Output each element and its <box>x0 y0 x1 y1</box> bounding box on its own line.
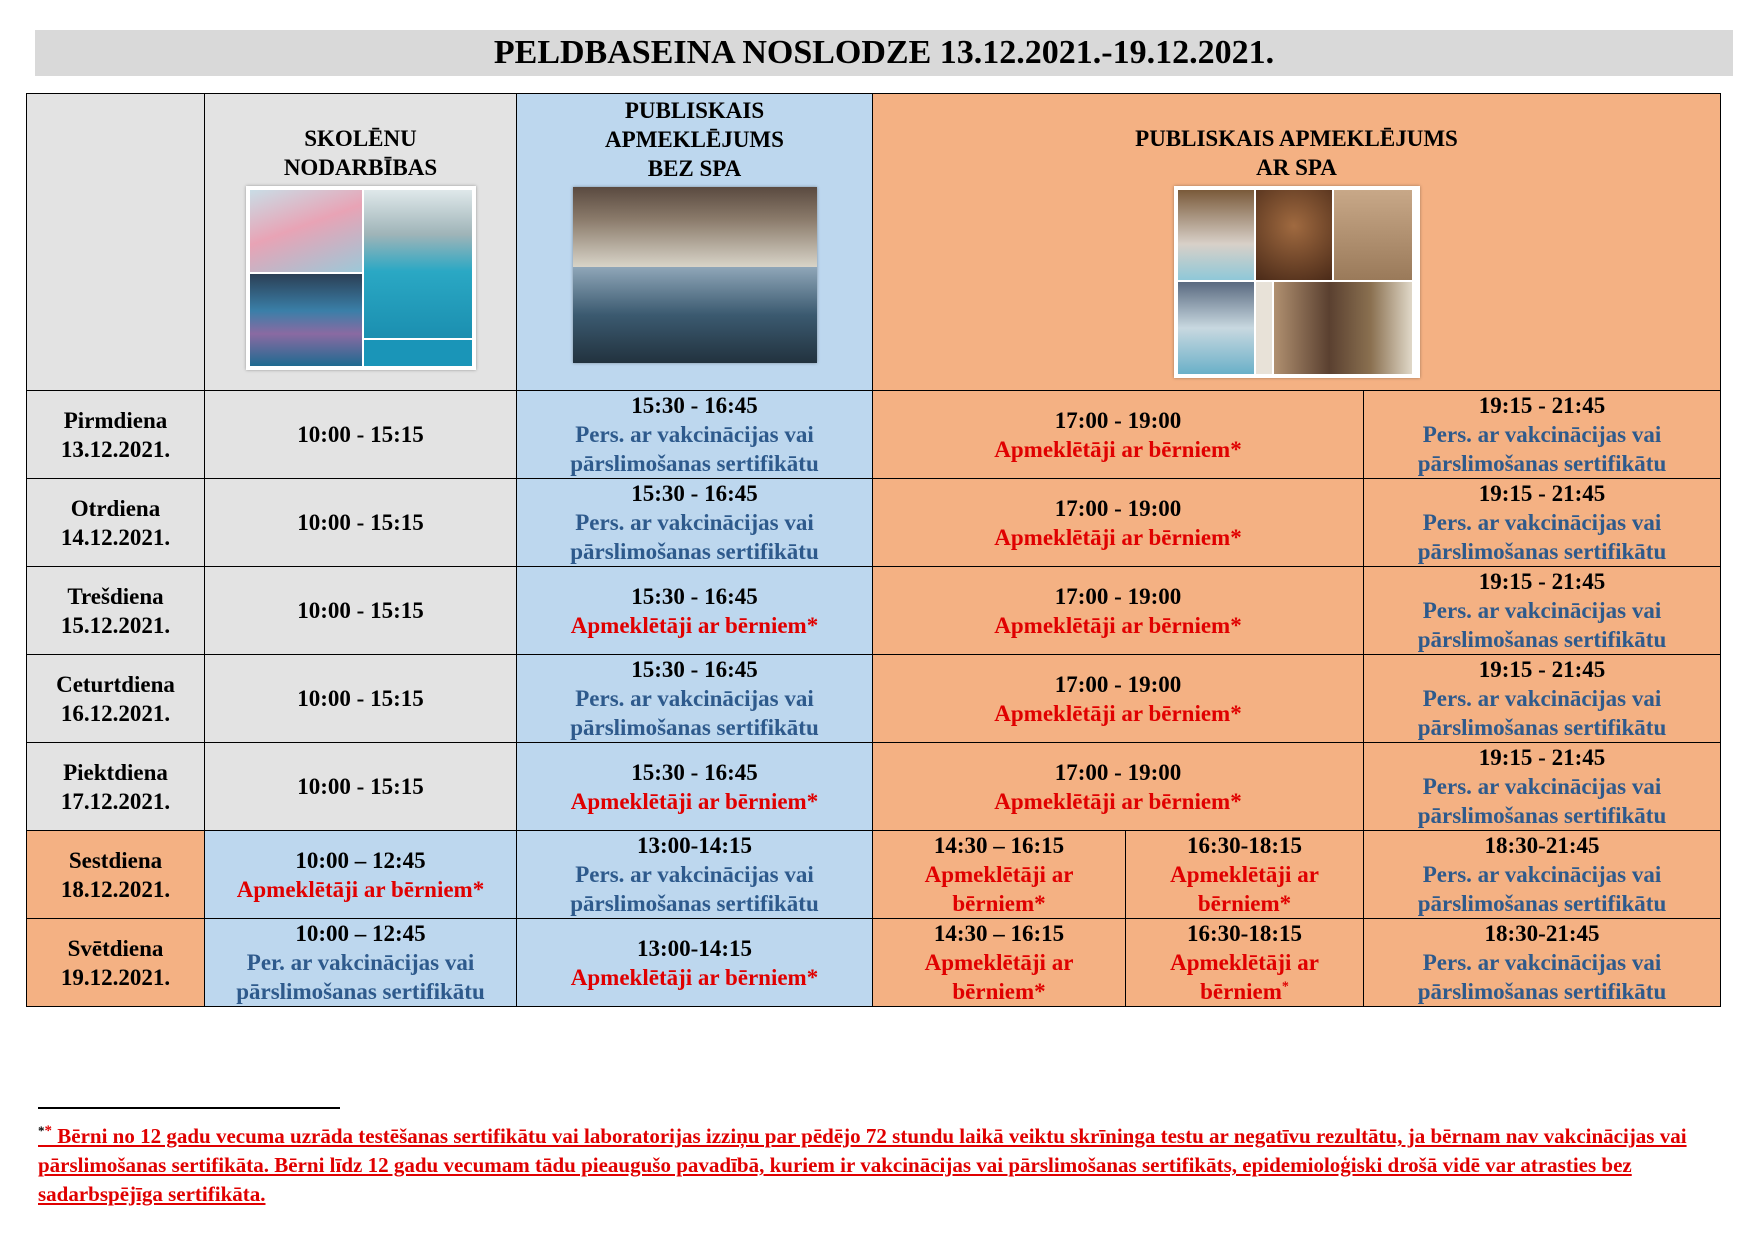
header-public-no-spa <box>517 94 873 391</box>
day-cell: Piektdiena 17.12.2021. <box>27 743 205 831</box>
header-corner <box>27 94 205 391</box>
footnote <box>38 1122 1698 1209</box>
spa-cert-cell: 19:15 - 21:45 Pers. ar vakcinācijas vai pārslimošanas sertifikātu <box>1364 567 1721 655</box>
public-cell: 15:30 - 16:45 Pers. ar vakcinācijas vai pārslimošanas sertifikātu <box>517 655 873 743</box>
public-cell: 15:30 - 16:45 Apmeklētāji ar bērniem* <box>517 743 873 831</box>
schedule-table <box>26 93 1721 1007</box>
spa-cert-cell: 19:15 - 21:45 Pers. ar vakcinācijas vai pārslimošanas sertifikātu <box>1364 391 1721 479</box>
spa-kids-cell-b: 16:30-18:15 Apmeklētāji ar bērniem* <box>1126 919 1364 1007</box>
header-public-spa <box>873 94 1721 391</box>
spa-kids-cell: 17:00 - 19:00 Apmeklētāji ar bērniem* <box>873 479 1364 567</box>
spa-kids-cell-b: 16:30-18:15 Apmeklētāji ar bērniem* <box>1126 831 1364 919</box>
spa-photo <box>1174 186 1420 378</box>
table-row <box>27 831 1721 919</box>
pool-photo <box>573 187 817 363</box>
table-row <box>27 655 1721 743</box>
table-row <box>27 567 1721 655</box>
day-cell: Ceturtdiena 16.12.2021. <box>27 655 205 743</box>
school-cell: 10:00 - 15:15 <box>205 743 517 831</box>
spa-cert-cell: 19:15 - 21:45 Pers. ar vakcinācijas vai pārslimošanas sertifikātu <box>1364 479 1721 567</box>
spa-kids-cell: 17:00 - 19:00 Apmeklētāji ar bērniem* <box>873 655 1364 743</box>
footnote-mark-red: * <box>44 1123 52 1139</box>
school-cell: 10:00 - 15:15 <box>205 479 517 567</box>
day-cell: Trešdiena 15.12.2021. <box>27 567 205 655</box>
asterisk-mark: * <box>1281 979 1289 995</box>
spa-kids-cell: 17:00 - 19:00 Apmeklētāji ar bērniem* <box>873 743 1364 831</box>
school-cell: 10:00 - 15:15 <box>205 655 517 743</box>
header-spa-line1: PUBLISKAIS APMEKLĒJUMS <box>1135 126 1458 151</box>
footnote-mark: * <box>38 1123 45 1138</box>
public-cell: 15:30 - 16:45 Pers. ar vakcinācijas vai pārslimošanas sertifikātu <box>517 479 873 567</box>
spa-cert-cell: 19:15 - 21:45 Pers. ar vakcinācijas vai pārslimošanas sertifikātu <box>1364 655 1721 743</box>
public-cell: 15:30 - 16:45 Pers. ar vakcinācijas vai pārslimošanas sertifikātu <box>517 391 873 479</box>
spa-cert-cell: 18:30-21:45 Pers. ar vakcinācijas vai pārslimošanas sertifikātu <box>1364 831 1721 919</box>
header-school <box>205 94 517 391</box>
footnote-text: Bērni no 12 gadu vecuma uzrāda testēšanas sertifikātu vai laboratorijas izziņu par pēdējo 72 stundu laikā veiktu skrīninga testu ar negatīvu rezultātu, ja bērnam nav vakcinācijas vai pārslimošanas sertifikāta. Bērni līdz 12 gadu vecumam tādu pieaugušo pavadībā, kuriem ir vakcinācijas vai pārslimošanas sertifikāts, epidemioloģiski drošā vidē var atrasties bez sadarbspējīga sertifikāta. <box>38 1124 1687 1206</box>
school-photo <box>246 186 476 370</box>
school-cell: 10:00 – 12:45 Apmeklētāji ar bērniem* <box>205 831 517 919</box>
day-cell: Pirmdiena 13.12.2021. <box>27 391 205 479</box>
public-cell: 13:00-14:15 Apmeklētāji ar bērniem* <box>517 919 873 1007</box>
school-cell: 10:00 - 15:15 <box>205 391 517 479</box>
table-row <box>27 743 1721 831</box>
school-cell: 10:00 - 15:15 <box>205 567 517 655</box>
spa-kids-cell-a: 14:30 – 16:15 Apmeklētāji ar bērniem* <box>873 831 1126 919</box>
spa-kids-cell-a: 14:30 – 16:15 Apmeklētāji ar bērniem* <box>873 919 1126 1007</box>
header-public-line3: BEZ SPA <box>647 156 742 181</box>
header-school-line1: SKOLĒNU <box>304 126 417 151</box>
footnote-separator <box>38 1107 340 1109</box>
spa-kids-cell: 17:00 - 19:00 Apmeklētāji ar bērniem* <box>873 391 1364 479</box>
day-cell: Svētdiena 19.12.2021. <box>27 919 205 1007</box>
school-cell: 10:00 – 12:45 Per. ar vakcinācijas vai pārslimošanas sertifikātu <box>205 919 517 1007</box>
table-row <box>27 391 1721 479</box>
spa-cert-cell: 18:30-21:45 Pers. ar vakcinācijas vai pārslimošanas sertifikātu <box>1364 919 1721 1007</box>
header-spa-line2: AR SPA <box>1256 155 1337 180</box>
page-title: PELDBASEINA NOSLODZE 13.12.2021.-19.12.2021. <box>35 30 1733 76</box>
header-school-line2: NODARBĪBAS <box>283 155 438 180</box>
header-public-line1: PUBLISKAIS <box>624 98 765 123</box>
header-public-line2: APMEKLĒJUMS <box>605 127 784 152</box>
table-row <box>27 919 1721 1007</box>
day-cell: Otrdiena 14.12.2021. <box>27 479 205 567</box>
spa-cert-cell: 19:15 - 21:45 Pers. ar vakcinācijas vai pārslimošanas sertifikātu <box>1364 743 1721 831</box>
day-cell: Sestdiena 18.12.2021. <box>27 831 205 919</box>
public-cell: 15:30 - 16:45 Apmeklētāji ar bērniem* <box>517 567 873 655</box>
table-row <box>27 479 1721 567</box>
spa-kids-cell: 17:00 - 19:00 Apmeklētāji ar bērniem* <box>873 567 1364 655</box>
public-cell: 13:00-14:15 Pers. ar vakcinācijas vai pārslimošanas sertifikātu <box>517 831 873 919</box>
